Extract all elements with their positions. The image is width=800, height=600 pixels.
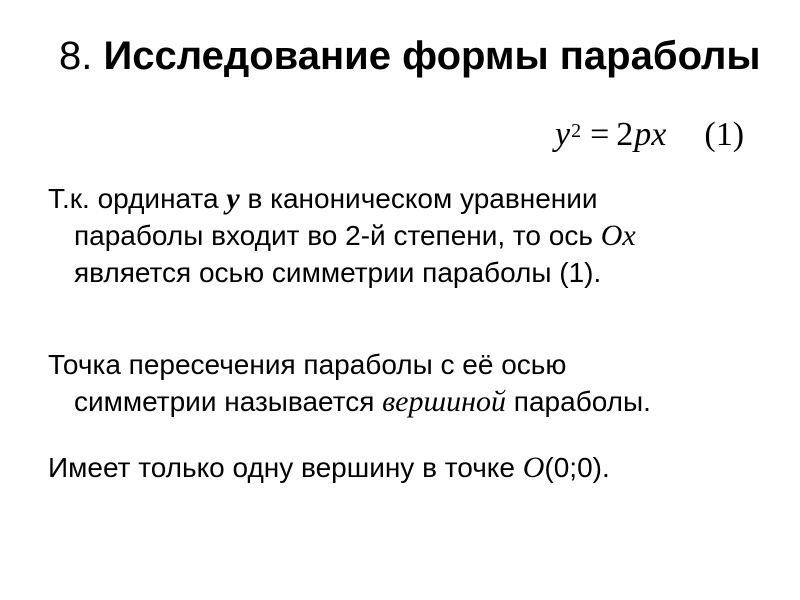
- formula-lhs-variable: y: [555, 116, 571, 153]
- text-segment: параболы.: [506, 386, 651, 417]
- page-title: [59, 31, 761, 81]
- paragraph-line: [48, 383, 768, 420]
- text-segment: симметрии называется: [74, 386, 383, 417]
- paragraph-line: является осью симметрии параболы (1).: [74, 257, 602, 288]
- formula-exponent: 2: [571, 120, 582, 142]
- paragraph-line: [48, 217, 768, 254]
- formula-coefficient: 2: [616, 116, 634, 153]
- text-segment: параболы входит во 2-й степени, то ось: [74, 220, 601, 251]
- ordinate-variable: y: [226, 182, 240, 215]
- paragraph-vertex-definition: [48, 346, 768, 420]
- paragraph-vertex-point: [48, 449, 768, 486]
- parabola-equation: [555, 113, 744, 157]
- axis-name: Ox: [600, 219, 636, 252]
- formula-equals: =: [590, 116, 610, 153]
- text-segment: Имеет только одну вершину в точке: [48, 452, 523, 483]
- title-number: 8.: [59, 34, 93, 78]
- equation-label: (1): [704, 116, 745, 153]
- paragraph-line: [48, 180, 768, 217]
- paragraph-line: [48, 449, 768, 486]
- text-segment: Т.к. ордината: [48, 183, 227, 214]
- origin-point: O: [522, 451, 545, 484]
- formula-p: p: [634, 116, 652, 153]
- vertex-term: вершиной: [382, 385, 507, 418]
- text-segment: в каноническом уравнении: [239, 183, 598, 214]
- paragraph-line: Точка пересечения параболы с её осью: [48, 349, 567, 380]
- title-text: Исследование формы параболы: [103, 34, 761, 78]
- formula-x: x: [651, 116, 667, 153]
- text-segment: (0;0).: [544, 452, 610, 483]
- paragraph-symmetry-axis: [48, 180, 768, 291]
